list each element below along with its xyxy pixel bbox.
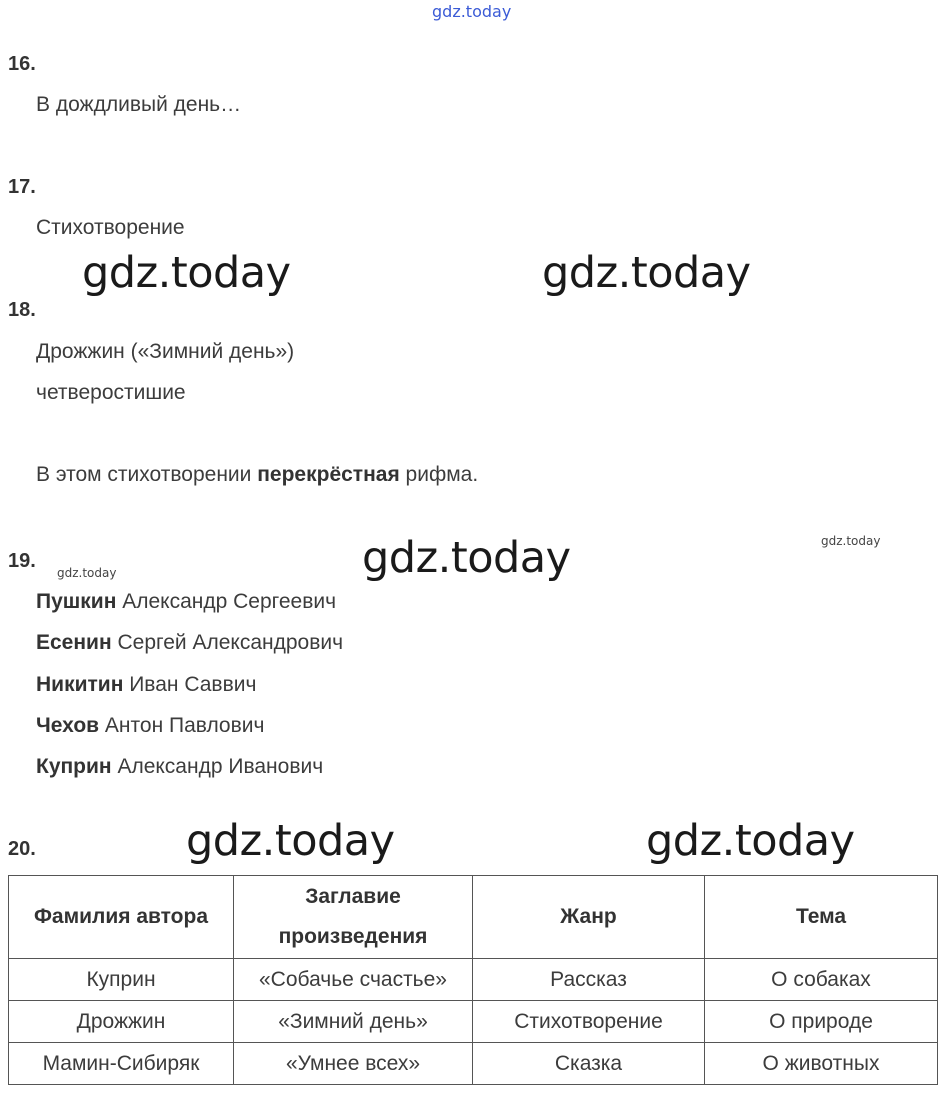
table-cell-title: «Собачье счастье» [234,959,473,1001]
author-surname: Куприн [36,755,112,778]
table-header-title: Заглавие произведения [234,876,473,959]
section-18-rhyme [36,463,478,487]
author-surname: Пушкин [36,590,117,613]
author-name: Александр Сергеевич [116,590,337,613]
author-line [36,714,264,738]
rhyme-prefix: В этом стихотворении [36,463,258,486]
table-cell-author: Мамин-Сибиряк [9,1043,234,1085]
table-cell-theme: О собаках [705,959,938,1001]
table-header-genre: Жанр [473,876,705,959]
table-cell-title: «Зимний день» [234,1001,473,1043]
table-header-theme: Тема [705,876,938,959]
author-line [36,673,256,697]
author-name: Сергей Александрович [111,631,344,654]
section-18-line-2: четверостишие [36,381,186,404]
author-surname: Чехов [36,714,100,737]
table-row [9,959,938,1001]
table-cell-theme: О природе [705,1001,938,1043]
table-cell-genre: Сказка [473,1043,705,1085]
section-18-line-1: Дрожжин («Зимний день») [36,340,295,363]
section-16-text: В дождливый день… [36,93,242,116]
author-line [36,631,343,655]
table-cell-author: Куприн [9,959,234,1001]
watermark-large: gdz.today [82,248,291,298]
watermark-top: gdz.today [432,2,512,21]
table-header-row [9,876,938,959]
author-line [36,755,323,779]
author-surname: Есенин [36,631,112,654]
table-cell-author: Дрожжин [9,1001,234,1043]
section-19-number: 19. [8,550,36,572]
section-16-number: 16. [8,53,36,75]
section-17-text: Стихотворение [36,216,185,239]
author-name: Александр Иванович [111,755,324,778]
section-17-number: 17. [8,176,36,198]
author-line [36,590,336,614]
section-18-number: 18. [8,299,36,321]
watermark-small: gdz.today [821,534,881,548]
author-name: Антон Павлович [99,714,265,737]
watermark-large: gdz.today [362,533,571,583]
section-20-number: 20. [8,838,36,860]
watermark-large: gdz.today [646,816,855,866]
table-row [9,1043,938,1085]
watermark-large: gdz.today [542,248,751,298]
rhyme-suffix: рифма. [399,463,479,486]
table-cell-title: «Умнее всех» [234,1043,473,1085]
table-cell-genre: Рассказ [473,959,705,1001]
author-name: Иван Саввич [123,673,257,696]
works-table [8,875,938,1085]
table-header-author: Фамилия автора [9,876,234,959]
table-cell-genre: Стихотворение [473,1001,705,1043]
watermark-large: gdz.today [186,816,395,866]
table-row [9,1001,938,1043]
author-surname: Никитин [36,673,124,696]
watermark-small: gdz.today [57,566,117,580]
rhyme-type: перекрёстная [257,463,400,486]
table-cell-theme: О животных [705,1043,938,1085]
